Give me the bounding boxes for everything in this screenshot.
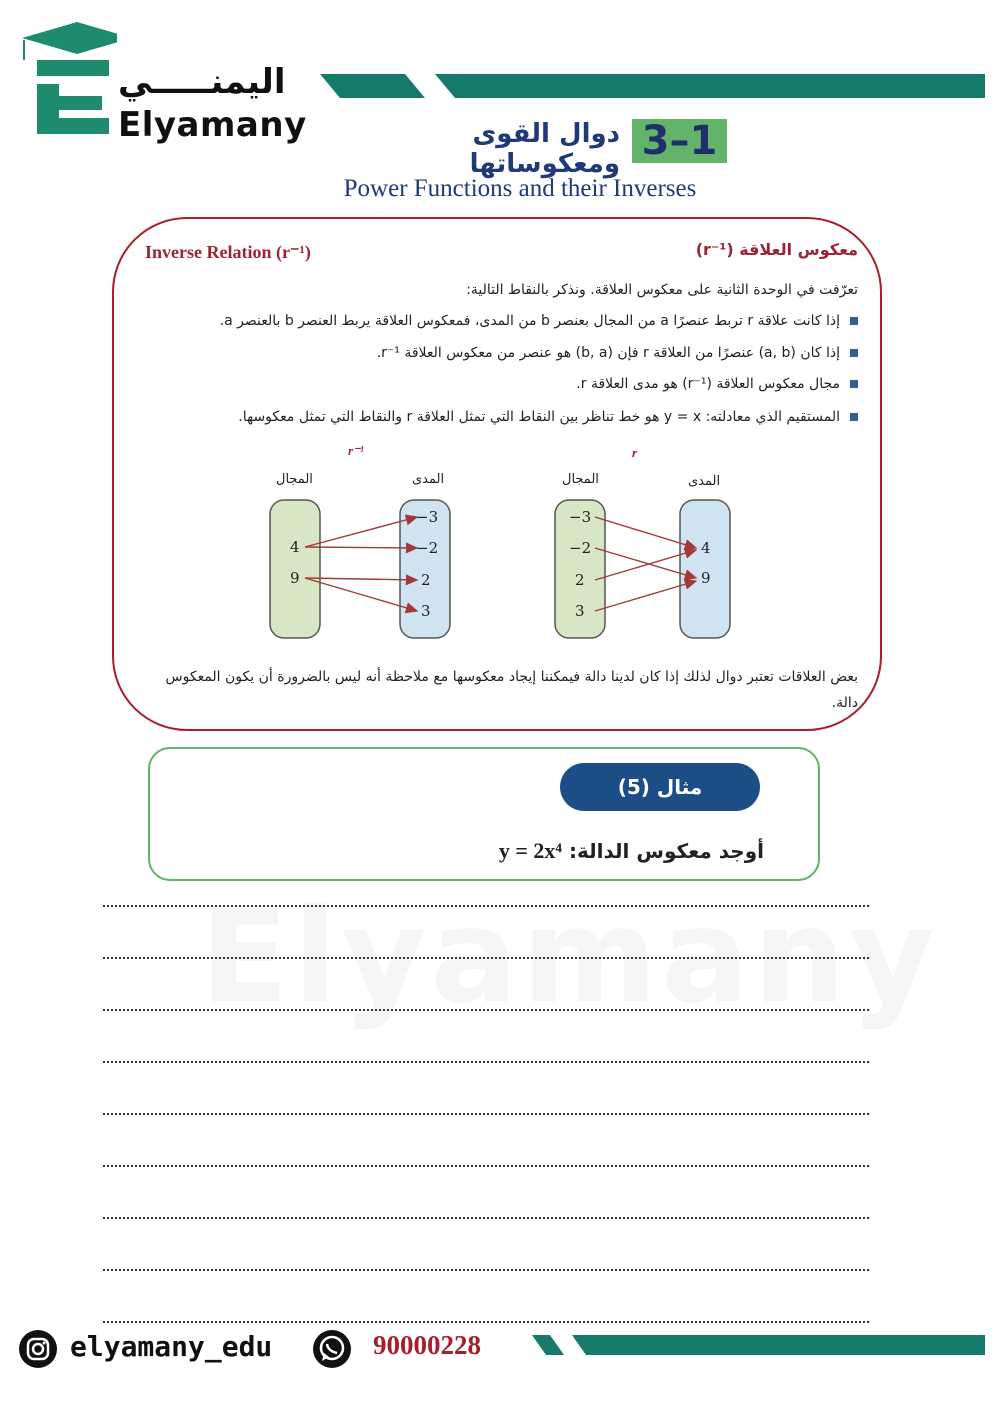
bullet-text: إذا كانت علاقة r تربط عنصرًا a من المجال بعنصر b من المدى، فمعكوس العلاقة يربط العنصر b بالعنصر a. (219, 313, 840, 329)
answer-line[interactable] (103, 1061, 869, 1063)
bullet-icon (850, 349, 858, 357)
r-domain-value: −2 (569, 539, 592, 557)
footer-bar (532, 1335, 985, 1357)
r-domain-value: −3 (569, 508, 592, 526)
example-equation: y = 2x⁴ (498, 838, 562, 863)
rinv-domain-value: 9 (290, 569, 300, 587)
lesson-title-ar: دوال القوى ومعكوساتها (469, 119, 620, 179)
concept-note: بعض العلاقات تعتبر دوال لذلك إذا كان لدينا دالة فيمكننا إيجاد معكوسها مع ملاحظة أنه ليس بالضرورة أن يكون المعكوس دالة. (165, 669, 858, 711)
r-range-value: 9 (701, 569, 711, 587)
answer-line[interactable] (103, 1113, 869, 1115)
rinv-range-value: −2 (416, 539, 439, 557)
answer-line[interactable] (103, 1269, 869, 1271)
rinv-range-value: 3 (421, 602, 431, 620)
answer-line[interactable] (103, 1321, 869, 1323)
concept-bullet-3 (143, 376, 858, 392)
logo-text-en: Elyamany (118, 105, 307, 145)
concept-title-ar: معكوس العلاقة (r⁻¹) (695, 240, 858, 259)
bullet-icon (850, 413, 858, 421)
r-range-value: 4 (701, 539, 711, 557)
rinv-range-value: −3 (416, 508, 439, 526)
whatsapp-icon (312, 1329, 352, 1369)
answer-line[interactable] (103, 1165, 869, 1167)
header-bar (320, 74, 985, 100)
rinv-domain-value: 4 (290, 538, 300, 556)
example-question (430, 838, 764, 864)
example-badge: مثال (5) (560, 763, 760, 811)
answer-line[interactable] (103, 905, 869, 907)
concept-title-en: Inverse Relation (r⁻¹) (145, 242, 311, 262)
concept-bullet-4 (143, 409, 858, 425)
mapping-diagram (260, 440, 740, 650)
r-domain-value: 2 (575, 571, 585, 589)
answer-line[interactable] (103, 1217, 869, 1219)
answer-line[interactable] (103, 1009, 869, 1011)
concept-bullet-1 (143, 313, 858, 329)
bullet-text: المستقيم الذي معادلته: y = x هو خط تناظر بين النقاط التي تمثل العلاقة r والنقاط التي تمثل معكوسها. (238, 409, 840, 425)
instagram-handle: elyamany_edu (70, 1330, 273, 1363)
concept-intro: تعرّفت في الوحدة الثانية على معكوس العلاقة. ونذكر بالنقاط التالية: (466, 282, 858, 298)
r-domain-value: 3 (575, 602, 585, 620)
example-question-text: أوجد معكوس الدالة: (568, 839, 764, 863)
r-domain-label: المجال (562, 472, 599, 487)
lesson-number: 3–1 (632, 119, 727, 163)
rinv-label: r⁻¹ (348, 443, 364, 458)
lesson-title-en: Power Functions and their Inverses (343, 175, 697, 202)
instagram-icon (18, 1329, 58, 1369)
concept-bullet-2 (143, 345, 858, 361)
rinv-range-value: 2 (421, 571, 431, 589)
bullet-text: إذا كان (a, b) عنصرًا من العلاقة r فإن (b, a) هو عنصر من معكوس العلاقة r⁻¹. (376, 345, 840, 361)
answer-line[interactable] (103, 957, 869, 959)
bullet-text: مجال معكوس العلاقة (r⁻¹) هو مدى العلاقة r. (576, 376, 840, 392)
bullet-icon (850, 380, 858, 388)
bullet-icon (850, 317, 858, 325)
r-range-label: المدى (688, 474, 721, 489)
graduation-cap-logo-icon (22, 22, 117, 142)
r-label: r (632, 445, 638, 460)
rinv-range-label: المدى (412, 472, 445, 487)
phone-number: 90000228 (373, 1330, 481, 1360)
logo-text-ar: اليمنـــــي (118, 62, 286, 102)
rinv-domain-label: المجال (276, 472, 313, 487)
